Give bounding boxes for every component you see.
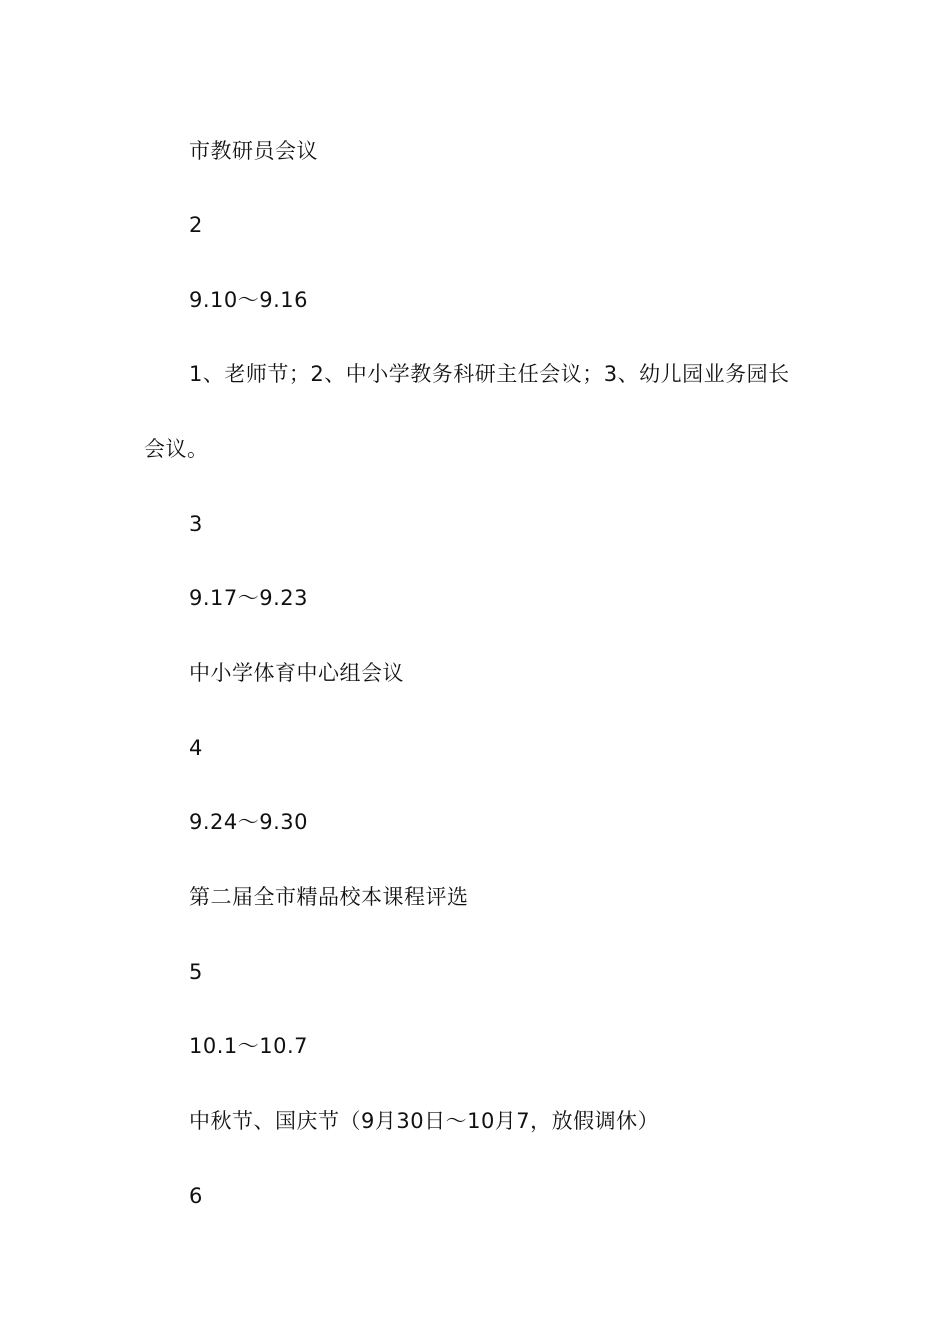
paragraph-date-range: 9.17～9.23	[189, 586, 309, 610]
paragraph-event: 中小学体育中心组会议	[189, 661, 404, 685]
paragraph-week-number: 6	[189, 1184, 203, 1208]
paragraph-week-number: 3	[189, 512, 203, 536]
paragraph-week-number: 4	[189, 736, 203, 760]
paragraph-meeting: 市教研员会议	[189, 139, 318, 163]
paragraph-week-number: 2	[189, 213, 203, 237]
paragraph-holiday: 中秋节、国庆节（9月30日～10月7，放假调休）	[189, 1109, 660, 1133]
paragraph-events-continued: 会议。	[144, 437, 209, 461]
paragraph-date-range: 9.24～9.30	[189, 810, 309, 834]
paragraph-date-range: 9.10～9.16	[189, 288, 309, 312]
paragraph-event: 第二届全市精品校本课程评选	[189, 885, 469, 909]
paragraph-date-range: 10.1～10.7	[189, 1034, 309, 1058]
paragraph-week-number: 5	[189, 960, 203, 984]
paragraph-events: 1、老师节；2、中小学教务科研主任会议；3、幼儿园业务园长	[189, 362, 790, 386]
